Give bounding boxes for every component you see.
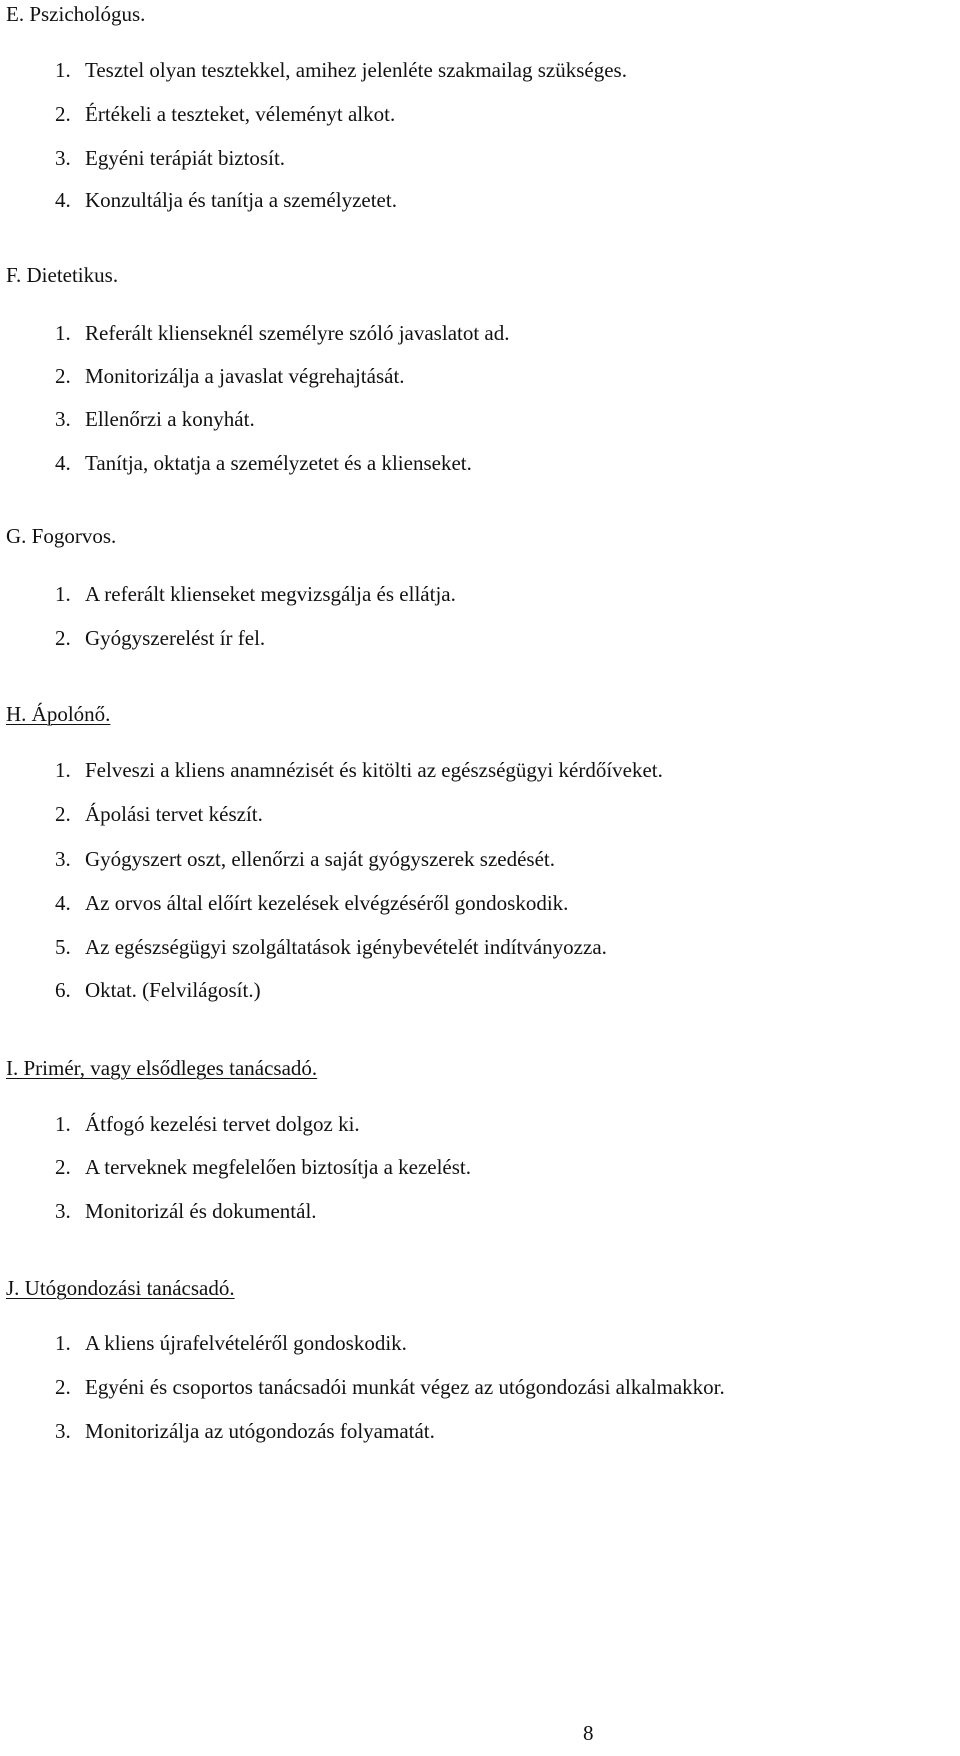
item-number: 1. xyxy=(55,321,71,345)
list-item xyxy=(55,1201,317,1222)
item-number: 4. xyxy=(55,451,71,475)
item-text: Egyéni és csoportos tanácsadói munkát végez az utógondozási alkalmakkor. xyxy=(85,1375,725,1399)
list-item xyxy=(55,104,395,125)
list-item xyxy=(55,190,397,211)
list-item xyxy=(55,1377,725,1398)
item-number: 4. xyxy=(55,891,71,915)
list-item xyxy=(55,409,255,430)
item-text: Ápolási tervet készít. xyxy=(85,802,263,826)
item-number: 2. xyxy=(55,1155,71,1179)
list-item xyxy=(55,893,568,914)
item-text: Értékeli a teszteket, véleményt alkot. xyxy=(85,102,396,126)
item-text: A terveknek megfelelően biztosítja a kezelést. xyxy=(85,1155,472,1179)
list-item xyxy=(55,937,607,958)
item-text: Gyógyszert oszt, ellenőrzi a saját gyógyszerek szedését. xyxy=(85,847,555,871)
item-text: Tanítja, oktatja a személyzetet és a klienseket. xyxy=(85,451,472,475)
item-text: Referált klienseknél személyre szóló javaslatot ad. xyxy=(85,321,510,345)
item-number: 1. xyxy=(55,1331,71,1355)
item-text: Monitorizálja a javaslat végrehajtását. xyxy=(85,364,405,388)
item-text: Konzultálja és tanítja a személyzetet. xyxy=(85,188,397,212)
section-heading-j: J. Utógondozási tanácsadó. xyxy=(6,1276,235,1300)
list-item xyxy=(55,980,261,1001)
list-item xyxy=(55,628,265,649)
item-text: Tesztel olyan tesztekkel, amihez jelenléte szakmailag szükséges. xyxy=(85,58,627,82)
item-number: 1. xyxy=(55,582,71,606)
item-number: 1. xyxy=(55,58,71,82)
item-text: Egyéni terápiát biztosít. xyxy=(85,146,286,170)
section-heading-e: E. Pszichológus. xyxy=(6,2,146,26)
item-number: 5. xyxy=(55,935,71,959)
item-text: A referált klienseket megvizsgálja és ellátja. xyxy=(85,582,456,606)
item-number: 3. xyxy=(55,1199,71,1223)
item-number: 3. xyxy=(55,1419,71,1443)
item-text: Felveszi a kliens anamnézisét és kitölti az egészségügyi kérdőíveket. xyxy=(85,758,663,782)
section-heading-i: I. Primér, vagy elsődleges tanácsadó. xyxy=(6,1056,318,1080)
item-number: 3. xyxy=(55,847,71,871)
section-heading-g: G. Fogorvos. xyxy=(6,524,117,548)
page-number: 8 xyxy=(583,1721,594,1745)
item-number: 3. xyxy=(55,407,71,431)
list-item xyxy=(55,1157,471,1178)
item-text: Monitorizálja az utógondozás folyamatát. xyxy=(85,1419,435,1443)
list-item xyxy=(55,760,663,781)
item-number: 2. xyxy=(55,102,71,126)
item-number: 1. xyxy=(55,758,71,782)
item-text: Az egészségügyi szolgáltatások igénybevételét indítványozza. xyxy=(85,935,607,959)
list-item xyxy=(55,1421,435,1442)
list-item xyxy=(55,804,263,825)
list-item xyxy=(55,1114,360,1135)
section-heading-f: F. Dietetikus. xyxy=(6,263,119,287)
section-heading-h: H. Ápolónő. xyxy=(6,702,111,726)
list-item xyxy=(55,148,285,169)
item-text: A kliens újrafelvételéről gondoskodik. xyxy=(85,1331,407,1355)
item-text: Átfogó kezelési tervet dolgoz ki. xyxy=(85,1112,360,1136)
list-item xyxy=(55,849,555,870)
item-text: Az orvos által előírt kezelések elvégzéséről gondoskodik. xyxy=(85,891,569,915)
item-text: Oktat. (Felvilágosít.) xyxy=(85,978,261,1002)
item-number: 4. xyxy=(55,188,71,212)
item-number: 2. xyxy=(55,364,71,388)
item-number: 1. xyxy=(55,1112,71,1136)
item-number: 2. xyxy=(55,626,71,650)
list-item xyxy=(55,1333,407,1354)
list-item xyxy=(55,453,472,474)
item-number: 2. xyxy=(55,802,71,826)
item-text: Ellenőrzi a konyhát. xyxy=(85,407,255,431)
item-text: Monitorizál és dokumentál. xyxy=(85,1199,317,1223)
list-item xyxy=(55,323,510,344)
list-item xyxy=(55,584,456,605)
list-item xyxy=(55,60,627,81)
item-number: 3. xyxy=(55,146,71,170)
item-text: Gyógyszerelést ír fel. xyxy=(85,626,266,650)
item-number: 6. xyxy=(55,978,71,1002)
item-number: 2. xyxy=(55,1375,71,1399)
list-item xyxy=(55,366,405,387)
